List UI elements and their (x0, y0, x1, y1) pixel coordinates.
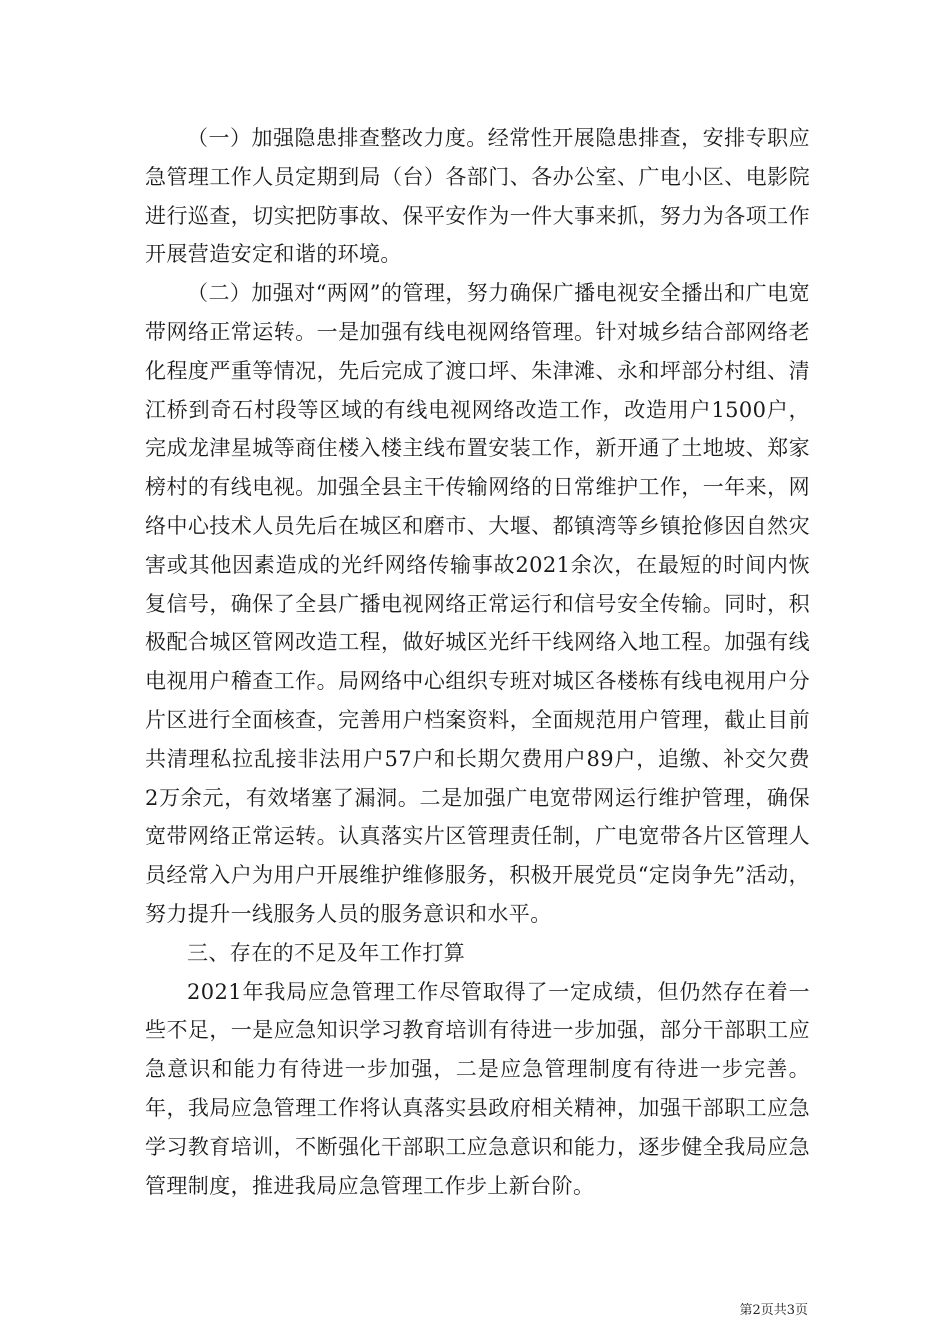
section-heading: 三、存在的不足及年工作打算 (187, 940, 466, 965)
paragraph-two-networks: （二）加强对“两网”的管理，努力确保广播电视安全播出和广电宽带网络正常运转。一是加强有线电视网络管理。针对城乡结合部网络老化程度严重等情况，先后完成了渡口坪、朱津滩、永和坪部分村组、清江桥到奇石村段等区域的有线电视网络改造工作，改造用户1500户，完成龙津星城等商住楼入楼主线布置安装工作，新开通了土地坡、郑家榜村的有线电视。加强全县主干传输网络的日常维护工作，一年来，网络中心技术人员先后在城区和磨市、大堰、都镇湾等乡镇抢修因自然灾害或其他因素造成的光纤网络传输事故2021余次，在最短的时间内恢复信号，确保了全县广播电视网络正常运行和信号安全传输。同时，积极配合城区管网改造工程，做好城区光纤干线网络入地工程。加强有线电视用户稽查工作。局网络中心组织专班对城区各楼栋有线电视用户分片区进行全面核查，完善用户档案资料，全面规范用户管理，截止目前共清理私拉乱接非法用户57户和长期欠费用户89户，追缴、补交欠费2万余元，有效堵塞了漏洞。二是加强广电宽带网运行维护管理，确保宽带网络正常运转。认真落实片区管理责任制，广电宽带各片区管理人员经常入户为用户开展维护维修服务，积极开展党员“定岗争先”活动，努力提升一线服务人员的服务意识和水平。 (145, 281, 810, 926)
paragraph-hazard-inspection: （一）加强隐患排查整改力度。经常性开展隐患排查，安排专职应急管理工作人员定期到局（台）各部门、各办公室、广电小区、电影院进行巡查，切实把防事故、保平安作为一件大事来抓，努力为各项工作开展营造安定和谐的环境。 (145, 126, 810, 267)
paragraph-shortcomings: 2021年我局应急管理工作尽管取得了一定成绩，但仍然存在着一些不足，一是应急知识学习教育培训有待进一步加强，部分干部职工应急意识和能力有待进一步加强，二是应急管理制度有待进一步完善。年，我局应急管理工作将认真落实县政府相关精神，加强干部职工应急学习教育培训，不断强化干部职工应急意识和能力，逐步健全我局应急管理制度，推进我局应急管理工作步上新台阶。 (145, 979, 810, 1198)
document-body (145, 119, 810, 1205)
page-number-footer: 第2页共3页 (739, 1303, 808, 1318)
